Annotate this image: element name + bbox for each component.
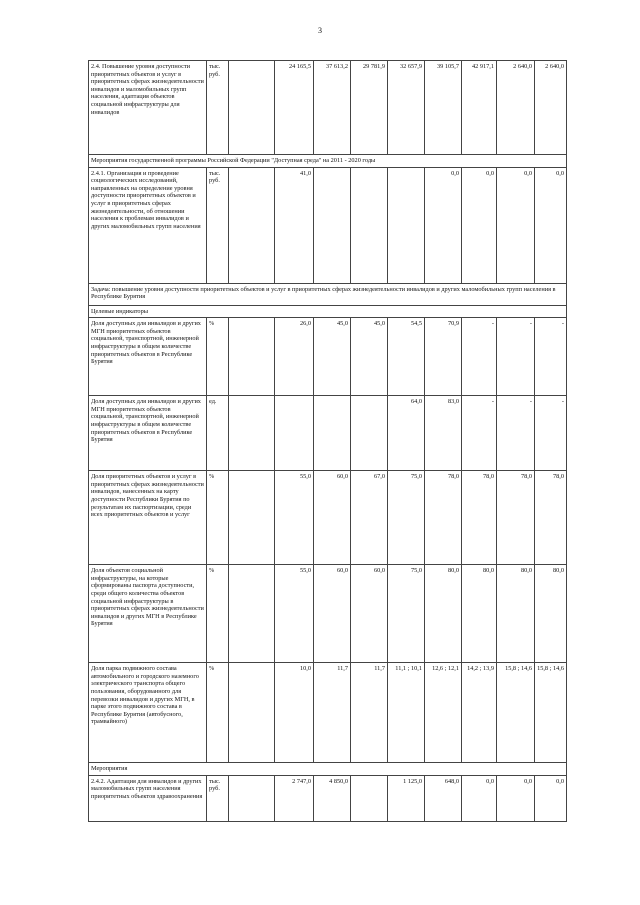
value-cell: 2 640,0 [497,61,535,155]
table-row [89,396,567,471]
value-cell: - [462,318,497,396]
value-cell: - [535,396,567,471]
table-row [89,471,567,565]
value-cell: 11,7 [351,663,388,763]
value-cell: 4 850,0 [314,775,351,821]
value-cell: 54,5 [388,318,425,396]
value-cell: 32 657,9 [388,61,425,155]
value-cell [314,167,351,283]
value-cell: 64,0 [388,396,425,471]
value-cell: 11,1 ; 10,1 [388,663,425,763]
value-cell: 15,8 ; 14,6 [497,663,535,763]
unit-cell: % [207,663,229,763]
section-header-row [89,305,567,318]
row-name-cell: 2.4.1. Организация и проведение социологических исследований, направленных на определение уровня доступности приоритетных объектов и услуг в приоритетных сферах жизнедеятельности, об отношении населения к проблемам инвалидов и других маломобильных групп населения [89,167,207,283]
value-cell: 75,0 [388,565,425,663]
value-cell [314,396,351,471]
value-cell: - [497,318,535,396]
value-cell [229,775,275,821]
table-row [89,167,567,283]
value-cell [229,565,275,663]
value-cell: - [535,318,567,396]
program-indicators-table [88,60,567,822]
value-cell [229,396,275,471]
value-cell: 80,0 [535,565,567,663]
row-name-cell: Доля доступных для инвалидов и других МГН приоритетных объектов социальной, транспортной, инженерной инфраструктуры в общем количестве приоритетных объектов в Республике Бурятия [89,318,207,396]
value-cell: 10,0 [275,663,314,763]
value-cell: 11,7 [314,663,351,763]
section-header-cell: Задача: повышение уровня доступности приоритетных объектов и услуг в приоритетных сферах жизнедеятельности инвалидов и других маломобильных групп населения в Республике Бурятия [89,283,567,305]
value-cell: 75,0 [388,471,425,565]
value-cell: 37 613,2 [314,61,351,155]
value-cell: 80,0 [462,565,497,663]
unit-cell: тыс. руб. [207,61,229,155]
value-cell: 14,2 ; 13,9 [462,663,497,763]
value-cell: 0,0 [497,167,535,283]
value-cell: 78,0 [462,471,497,565]
value-cell: 55,0 [275,471,314,565]
value-cell [229,61,275,155]
value-cell [229,318,275,396]
value-cell [388,167,425,283]
value-cell: 78,0 [535,471,567,565]
value-cell: 0,0 [462,775,497,821]
value-cell [229,663,275,763]
value-cell [351,396,388,471]
value-cell [229,471,275,565]
section-header-row [89,763,567,776]
value-cell: 80,0 [425,565,462,663]
unit-cell: % [207,565,229,663]
value-cell: 45,0 [314,318,351,396]
value-cell: 26,0 [275,318,314,396]
value-cell: 80,0 [497,565,535,663]
value-cell: 39 105,7 [425,61,462,155]
value-cell: 0,0 [535,167,567,283]
value-cell: 24 165,5 [275,61,314,155]
value-cell: 0,0 [462,167,497,283]
value-cell: - [462,396,497,471]
page-number: 3 [318,26,322,35]
section-header-cell: Целевые индикаторы [89,305,567,318]
table-row [89,663,567,763]
value-cell: 60,0 [314,471,351,565]
section-header-cell: Мероприятия [89,763,567,776]
unit-cell: тыс. руб. [207,775,229,821]
section-header-row [89,155,567,168]
row-name-cell: Доля приоритетных объектов и услуг в приоритетных сферах жизнедеятельности инвалидов, нанесенных на карту доступности Республики Бурятия по результатам их паспортизации, среди всех приоритетных объектов и услуг [89,471,207,565]
value-cell: 1 125,0 [388,775,425,821]
value-cell: 12,6 ; 12,1 [425,663,462,763]
value-cell: 15,8 ; 14,6 [535,663,567,763]
value-cell [275,396,314,471]
value-cell: 0,0 [425,167,462,283]
value-cell: 78,0 [425,471,462,565]
table-row [89,318,567,396]
value-cell: 78,0 [497,471,535,565]
value-cell: 83,0 [425,396,462,471]
value-cell: 0,0 [497,775,535,821]
value-cell: 70,9 [425,318,462,396]
value-cell: 67,0 [351,471,388,565]
row-name-cell: Доля доступных для инвалидов и других МГН приоритетных объектов социальной, транспортной, инженерной инфраструктуры в общем количестве приоритетных объектов в Республике Бурятия [89,396,207,471]
unit-cell: % [207,471,229,565]
row-name-cell: 2.4. Повышение уровня доступности приоритетных объектов и услуг в приоритетных сферах жизнедеятельности инвалидов и маломобильных групп населения, адаптация объектов социальной инфраструктуры для инвалидов [89,61,207,155]
value-cell: 42 917,1 [462,61,497,155]
unit-cell: тыс. руб. [207,167,229,283]
row-name-cell: 2.4.2. Адаптация для инвалидов и других маломобильных групп населения приоритетных объектов здравоохранения [89,775,207,821]
value-cell: 2 640,0 [535,61,567,155]
unit-cell: % [207,318,229,396]
value-cell [351,167,388,283]
value-cell: 55,0 [275,565,314,663]
value-cell [351,775,388,821]
unit-cell: ед. [207,396,229,471]
value-cell [229,167,275,283]
section-header-row [89,283,567,305]
value-cell: 648,0 [425,775,462,821]
table-row [89,565,567,663]
value-cell: 0,0 [535,775,567,821]
table-row [89,775,567,821]
value-cell: 60,0 [314,565,351,663]
value-cell: 41,0 [275,167,314,283]
section-header-cell: Мероприятия государственной программы Российской Федерации "Доступная среда" на 2011 - 2020 годы [89,155,567,168]
value-cell: 60,0 [351,565,388,663]
value-cell: 2 747,0 [275,775,314,821]
value-cell: - [497,396,535,471]
value-cell: 45,0 [351,318,388,396]
row-name-cell: Доля парка подвижного состава автомобильного и городского наземного электрического транспорта общего пользования, оборудованного для перевозки инвалидов и других МГН, в парке этого подвижного состава в Республике Бурятия (автобусного, трамвайного) [89,663,207,763]
table-row [89,61,567,155]
row-name-cell: Доля объектов социальной инфраструктуры, на которые сформированы паспорта доступности, среди общего количества объектов социальной инфраструктуры в приоритетных сферах жизнедеятельности инвалидов и других МГН в Республике Бурятия [89,565,207,663]
value-cell: 29 781,9 [351,61,388,155]
